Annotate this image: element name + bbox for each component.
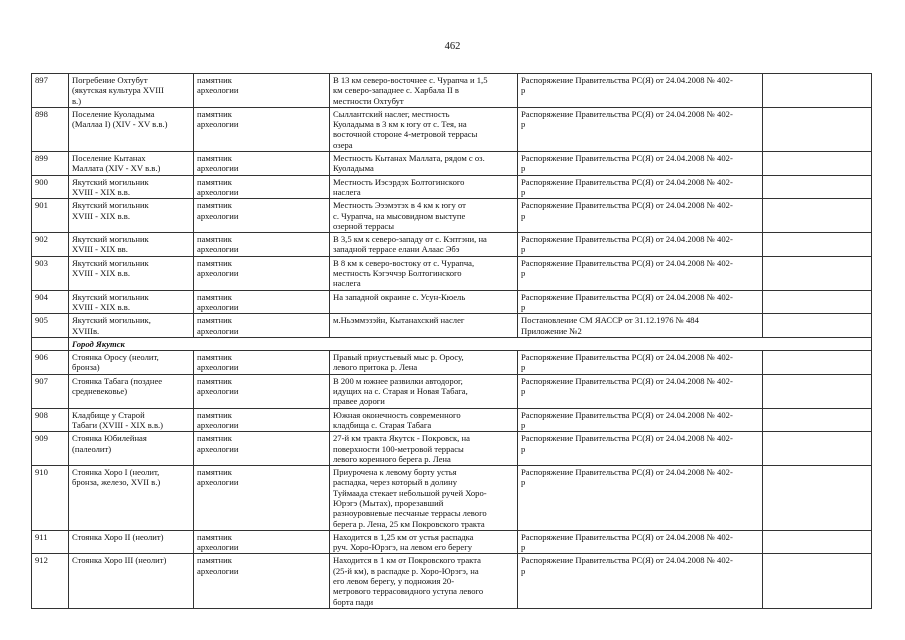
object-name-cell: Стоянка Хоро III (неолит) [69,554,194,608]
location-cell: На западной окраине с. Усун-Кюель [330,290,518,314]
object-name-cell: Якутский могильник XVIII - XIX в.в. [69,256,194,290]
notes-cell [763,74,872,108]
location-cell: В 8 км к северо-востоку от с. Чурапча, местность Кэгэччэр Болтогинского наслега [330,256,518,290]
location-cell: В 13 км северо-восточнее с. Чурапча и 1,5 км северо-западнее с. Харбала II в местности Охтубут [330,74,518,108]
notes-cell [763,554,872,608]
table-row [32,256,872,290]
table-row [32,530,872,554]
object-type-cell: памятник археологии [194,290,330,314]
entry-number-cell: 905 [32,314,69,338]
object-type-cell: памятник археологии [194,74,330,108]
location-cell: 27-й км тракта Якутск - Покровск, на поверхности 100-метровой террасы левого коренного берега р. Лена [330,432,518,466]
notes-cell [763,199,872,233]
document-cell: Распоряжение Правительства РС(Я) от 24.04.2008 № 402- р [518,107,763,151]
document-cell: Распоряжение Правительства РС(Я) от 24.04.2008 № 402- р [518,374,763,408]
object-name-cell: Поселение Куоладыма (Маллаа I) (XIV - XV в.в.) [69,107,194,151]
page-number: 462 [444,41,461,52]
entry-number-cell: 908 [32,408,69,432]
object-name-cell: Якутский могильник XVIII - XIX вв. [69,233,194,257]
notes-cell [763,233,872,257]
table-row [32,374,872,408]
entry-number-cell: 910 [32,466,69,531]
table-row [32,432,872,466]
location-cell: м.Ньэммэзэйн, Кытанахский наслег [330,314,518,338]
entry-number-cell: 900 [32,175,69,199]
location-cell: Сыллантский наслег, местность Куоладыма в 3 км к югу от с. Тея, на восточной стороне 4-метровой террасы озера [330,107,518,151]
object-type-cell: памятник археологии [194,175,330,199]
object-type-cell: памятник археологии [194,314,330,338]
notes-cell [763,256,872,290]
entry-number-cell: 906 [32,351,69,375]
object-name-cell: Якутский могильник XVIII - XIX в.в. [69,199,194,233]
object-name-cell: Стоянка Юбилейная (палеолит) [69,432,194,466]
object-name-cell: Стоянка Хоро II (неолит) [69,530,194,554]
notes-cell [763,432,872,466]
notes-cell [763,314,872,338]
object-type-cell: памятник археологии [194,554,330,608]
object-type-cell: памятник археологии [194,408,330,432]
table-row [32,74,872,108]
location-cell: В 3,5 км к северо-западу от с. Кэптэни, на западной террасе елани Алаас Эбэ [330,233,518,257]
location-cell: Находится в 1 км от Покровского тракта (25-й км), в распадке р. Хоро-Юрэгэ, на его левом берегу, у подножия 20- метрового террасовидного уступа левого борта пади [330,554,518,608]
object-type-cell: памятник археологии [194,256,330,290]
notes-cell [763,290,872,314]
entry-number-cell: 897 [32,74,69,108]
object-type-cell: памятник археологии [194,374,330,408]
document-cell: Распоряжение Правительства РС(Я) от 24.04.2008 № 402- р [518,554,763,608]
location-cell: Местность Эээмэтэх в 4 км к югу от с. Чурапча, на мысовидном выступе озерной террасы [330,199,518,233]
object-name-cell: Погребение Охтубут (якутская культура XVIII в.) [69,74,194,108]
document-cell: Распоряжение Правительства РС(Я) от 24.04.2008 № 402- р [518,233,763,257]
location-cell: Правый приустьевый мыс р. Оросу, левого притока р. Лена [330,351,518,375]
document-cell: Распоряжение Правительства РС(Я) от 24.04.2008 № 402- р [518,408,763,432]
notes-cell [763,530,872,554]
section-title: Город Якутск [69,337,872,350]
table-row [32,152,872,176]
entry-number-cell: 907 [32,374,69,408]
location-cell: Местность Иэсэрдэх Болтогинского наслега [330,175,518,199]
table-row [32,314,872,338]
object-type-cell: памятник археологии [194,233,330,257]
document-cell: Распоряжение Правительства РС(Я) от 24.04.2008 № 402- р [518,290,763,314]
document-cell: Постановление СМ ЯАССР от 31.12.1976 № 484 Приложение №2 [518,314,763,338]
notes-cell [763,374,872,408]
object-type-cell: памятник археологии [194,152,330,176]
table-row [32,408,872,432]
document-cell: Распоряжение Правительства РС(Я) от 24.04.2008 № 402- р [518,74,763,108]
object-type-cell: памятник археологии [194,530,330,554]
document-cell: Распоряжение Правительства РС(Я) от 24.04.2008 № 402- р [518,530,763,554]
entry-number-cell: 901 [32,199,69,233]
entry-number-cell: 902 [32,233,69,257]
object-name-cell: Якутский могильник XVIII - XIX в.в. [69,175,194,199]
document-cell: Распоряжение Правительства РС(Я) от 24.04.2008 № 402- р [518,256,763,290]
object-type-cell: памятник археологии [194,432,330,466]
notes-cell [763,107,872,151]
object-name-cell: Кладбище у Старой Табаги (XVIII - XIX в.в.) [69,408,194,432]
entry-number-cell: 898 [32,107,69,151]
entry-number-cell: 909 [32,432,69,466]
entry-number-cell: 899 [32,152,69,176]
location-cell: Южная оконечность современного кладбища с. Старая Табага [330,408,518,432]
table-row [32,290,872,314]
entry-number-cell: 911 [32,530,69,554]
object-name-cell: Стоянка Оросу (неолит, бронза) [69,351,194,375]
table-row [32,466,872,531]
document-cell: Распоряжение Правительства РС(Я) от 24.04.2008 № 402- р [518,152,763,176]
registry-table [31,73,872,609]
object-name-cell: Стоянка Табага (позднее средневековье) [69,374,194,408]
location-cell: В 200 м южнее развилки автодорог, идущих на с. Старая и Новая Табага, правее дороги [330,374,518,408]
object-type-cell: памятник археологии [194,351,330,375]
notes-cell [763,175,872,199]
object-name-cell: Якутский могильник, XVIIIв. [69,314,194,338]
notes-cell [763,466,872,531]
entry-number-cell: 912 [32,554,69,608]
table-row [32,107,872,151]
section-row [32,337,872,350]
table-row [32,233,872,257]
object-name-cell: Поселение Кытанах Маллата (XIV - XV в.в.) [69,152,194,176]
table-row [32,175,872,199]
location-cell: Находится в 1,25 км от устья распадка руч. Хоро-Юрэгэ, на левом его берегу [330,530,518,554]
notes-cell [763,152,872,176]
entry-number-cell: 904 [32,290,69,314]
object-name-cell: Якутский могильник XVIII - XIX в.в. [69,290,194,314]
location-cell: Местность Кытанах Маллата, рядом с оз. Куоладыма [330,152,518,176]
notes-cell [763,408,872,432]
section-no-cell [32,337,69,350]
table-row [32,554,872,608]
object-name-cell: Стоянка Хоро I (неолит, бронза, железо, XVII в.) [69,466,194,531]
entry-number-cell: 903 [32,256,69,290]
document-cell: Распоряжение Правительства РС(Я) от 24.04.2008 № 402- р [518,199,763,233]
document-cell: Распоряжение Правительства РС(Я) от 24.04.2008 № 402- р [518,351,763,375]
object-type-cell: памятник археологии [194,107,330,151]
location-cell: Приурочена к левому борту устья распадка, через который в долину Туймаада стекает небольшой ручей Хоро- Юрэгэ (Мытах), прорезавший разноуровневые песчаные террасы левого берега р. Лена, 25 км Покровского тракта [330,466,518,531]
table-row [32,199,872,233]
document-cell: Распоряжение Правительства РС(Я) от 24.04.2008 № 402- р [518,175,763,199]
document-cell: Распоряжение Правительства РС(Я) от 24.04.2008 № 402- р [518,432,763,466]
table-row [32,351,872,375]
notes-cell [763,351,872,375]
object-type-cell: памятник археологии [194,466,330,531]
document-cell: Распоряжение Правительства РС(Я) от 24.04.2008 № 402- р [518,466,763,531]
object-type-cell: памятник археологии [194,199,330,233]
